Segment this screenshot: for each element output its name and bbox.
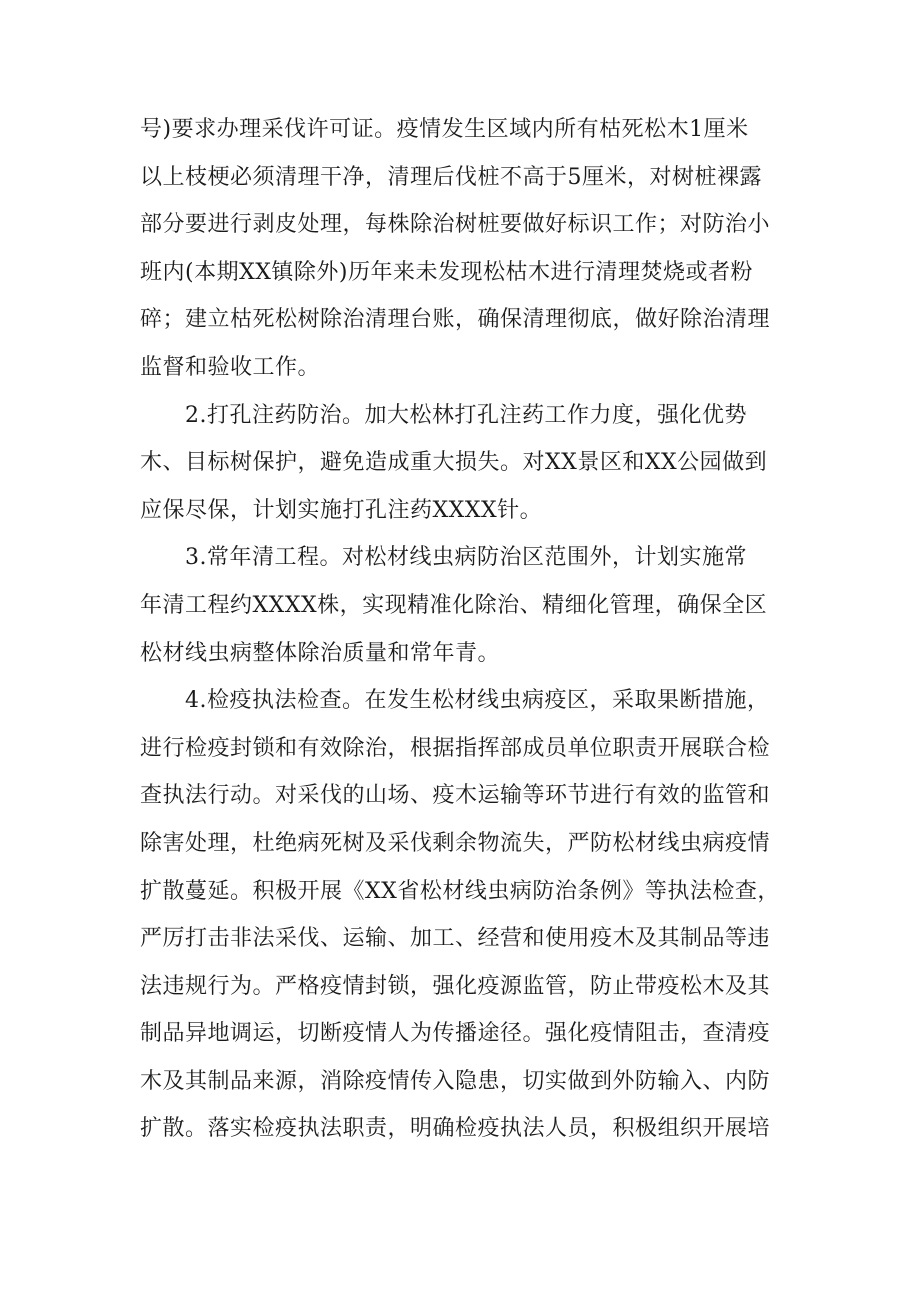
text-line: 扩散。落实检疫执法职责，明确检疫执法人员，积极组织开展培: [140, 1116, 771, 1142]
text-line: 松材线虫病整体除治质量和常年青。: [140, 640, 501, 666]
text-line: 应保尽保，计划实施打孔注药XXXX针。: [140, 497, 543, 523]
text-line: 木及其制品来源，消除疫情传入隐患，切实做到外防输入、内防: [140, 1068, 771, 1094]
text-line: 号)要求办理采伐许可证。疫情发生区域内所有枯死松木1厘米: [140, 117, 749, 142]
section-heading-line: 3.常年清工程。对松材线虫病防治区范围外，计划实施常: [140, 545, 747, 571]
section-heading-line: 2.打孔注药防治。加大松林打孔注药工作力度，强化优势: [140, 402, 747, 428]
text-line: 查执法行动。对采伐的山场、疫木运输等环节进行有效的监管和: [140, 783, 771, 809]
text-line: 碎；建立枯死松树除治清理台账，确保清理彻底，做好除治清理: [140, 307, 771, 333]
text-line: 法违规行为。严格疫情封锁，强化疫源监管，防止带疫松木及其: [140, 973, 771, 999]
text-line: 扩散蔓延。积极开展《XX省松材线虫病防治条例》等执法检查，: [140, 878, 780, 904]
text-line: 木、目标树保护，避免造成重大损失。对XX景区和XX公园做到: [140, 450, 768, 476]
text-line: 除害处理，杜绝病死树及采伐剩余物流失，严防松材线虫病疫情: [140, 830, 771, 856]
text-line: 进行检疫封锁和有效除治，根据指挥部成员单位职责开展联合检: [140, 735, 771, 761]
text-line: 制品异地调运，切断疫情人为传播途径。强化疫情阻击，查清疫: [140, 1021, 771, 1047]
text-line: 监督和验收工作。: [140, 354, 321, 380]
text-line: 班内(本期XX镇除外)历年来未发现松枯木进行清理焚烧或者粉: [140, 259, 753, 285]
text-line: 年清工程约XXXX株，实现精准化除治、精细化管理，确保全区: [140, 592, 768, 618]
section-heading-line: 4.检疫执法检查。在发生松材线虫病疫区，采取果断措施，: [140, 688, 770, 714]
text-line: 以上枝梗必须清理干净，清理后伐桩不高于5厘米，对树桩裸露: [140, 164, 762, 190]
text-line: 严厉打击非法采伐、运输、加工、经营和使用疫木及其制品等违: [140, 926, 771, 952]
text-line: 部分要进行剥皮处理，每株除治树桩要做好标识工作；对防治小: [140, 212, 771, 238]
document-body: [140, 106, 788, 1153]
